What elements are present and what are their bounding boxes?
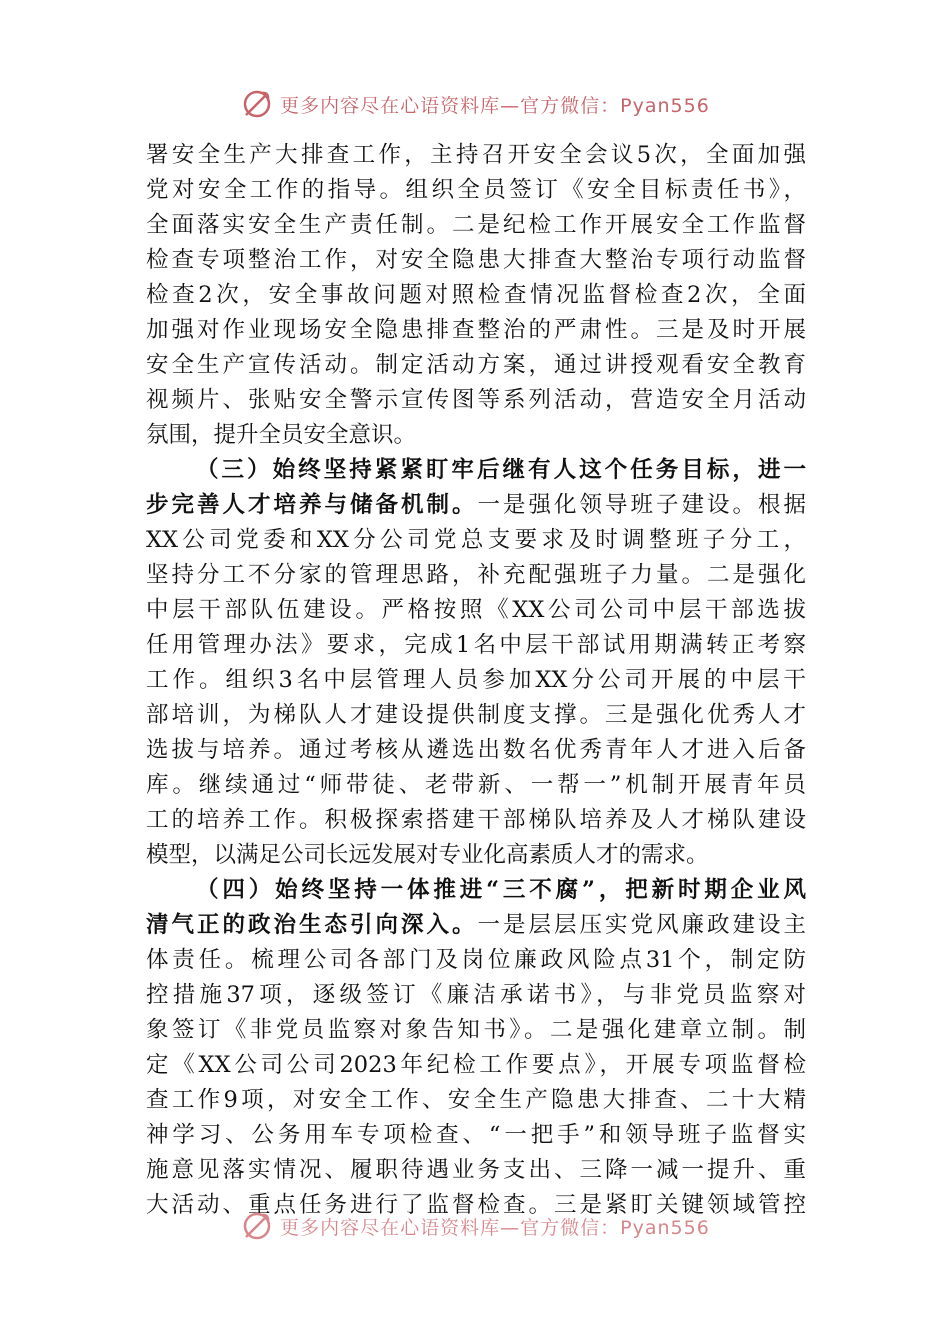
text-line: 检查2次，安全事故问题对照检查情况监督检查2次，全面 [146,282,806,308]
quill-seal-icon [240,87,274,121]
section-heading-3-cont: 步完善人才培养与储备机制。 [146,492,478,518]
text-line: 模型，以满足公司长远发展对专业化高素质人才的需求。 [146,842,709,868]
text-line: 清气正的政治生态引向深入。一是层层压实党风廉政建设主 [146,912,806,938]
text-line: 步完善人才培养与储备机制。一是强化领导班子建设。根据 [146,492,806,518]
text-line: 署安全生产大排查工作，主持召开安全会议5次，全面加强 [146,142,806,168]
text-line: 视频片、张贴安全警示宣传图等系列活动，营造安全月活动 [146,387,806,413]
text-line: 全面落实安全生产责任制。二是纪检工作开展安全工作监督 [146,212,806,238]
text-line: 坚持分工不分家的管理思路，补充配强班子力量。二是强化 [146,562,806,588]
text-line: 氛围，提升全员安全意识。 [146,422,417,448]
text-line: 检查专项整治工作，对安全隐患大排查大整治专项行动监督 [146,247,806,273]
section-heading-4-cont: 清气正的政治生态引向深入。 [146,912,478,938]
watermark-footer [0,1206,950,1246]
text-line: 大活动、重点任务进行了监督检查。三是紧盯关键领域管控 [146,1192,806,1218]
text-line: 神学习、公务用车专项检查、“一把手”和领导班子监督实 [146,1122,806,1148]
text-line: 党对安全工作的指导。组织全员签订《安全目标责任书》， [146,177,806,203]
quill-seal-icon [240,1209,274,1243]
text-line: 体责任。梳理公司各部门及岗位廉政风险点31个，制定防 [146,947,806,973]
watermark-text: 更多内容尽在心语资料库—官方微信：Pyan556 [280,94,710,117]
text-line: 选拔与培养。通过考核从遴选出数名优秀青年人才进入后备 [146,737,806,763]
document-body [146,138,806,1223]
text-line: 查工作9项，对安全工作、安全生产隐患大排查、二十大精 [146,1087,806,1113]
text-line: 控措施37项，逐级签订《廉洁承诺书》，与非党员监察对 [146,982,806,1008]
text-line: 任用管理办法》要求，完成1名中层干部试用期满转正考察 [146,632,806,658]
text-line: 加强对作业现场安全隐患排查整治的严肃性。三是及时开展 [146,317,806,343]
text-line: 施意见落实情况、履职待遇业务支出、三降一减一提升、重 [146,1157,806,1183]
watermark-header [0,84,950,124]
text-line: 库。继续通过“师带徒、老带新、一帮一”机制开展青年员 [146,772,806,798]
text-line: XX公司党委和XX分公司党总支要求及时调整班子分工， [146,527,806,553]
section-heading-3: （三）始终坚持紧紧盯牢后继有人这个任务目标，进一 [196,457,806,483]
text-line: 工的培养工作。积极探索搭建干部梯队培养及人才梯队建设 [146,807,806,833]
text-line: 工作。组织3名中层管理人员参加XX分公司开展的中层干 [146,667,806,693]
text-line: 定《XX公司公司2023年纪检工作要点》，开展专项监督检 [146,1052,806,1078]
section-heading-4: （四）始终坚持一体推进“三不腐”，把新时期企业风 [196,877,806,903]
watermark-text: 更多内容尽在心语资料库—官方微信：Pyan556 [280,1216,710,1239]
text-line: 中层干部队伍建设。严格按照《XX公司公司中层干部选拔 [146,597,806,623]
text-line: 象签订《非党员监察对象告知书》。二是强化建章立制。制 [146,1017,806,1043]
text-line: 部培训，为梯队人才建设提供制度支撑。三是强化优秀人才 [146,702,806,728]
text-line: 安全生产宣传活动。制定活动方案，通过讲授观看安全教育 [146,352,806,378]
